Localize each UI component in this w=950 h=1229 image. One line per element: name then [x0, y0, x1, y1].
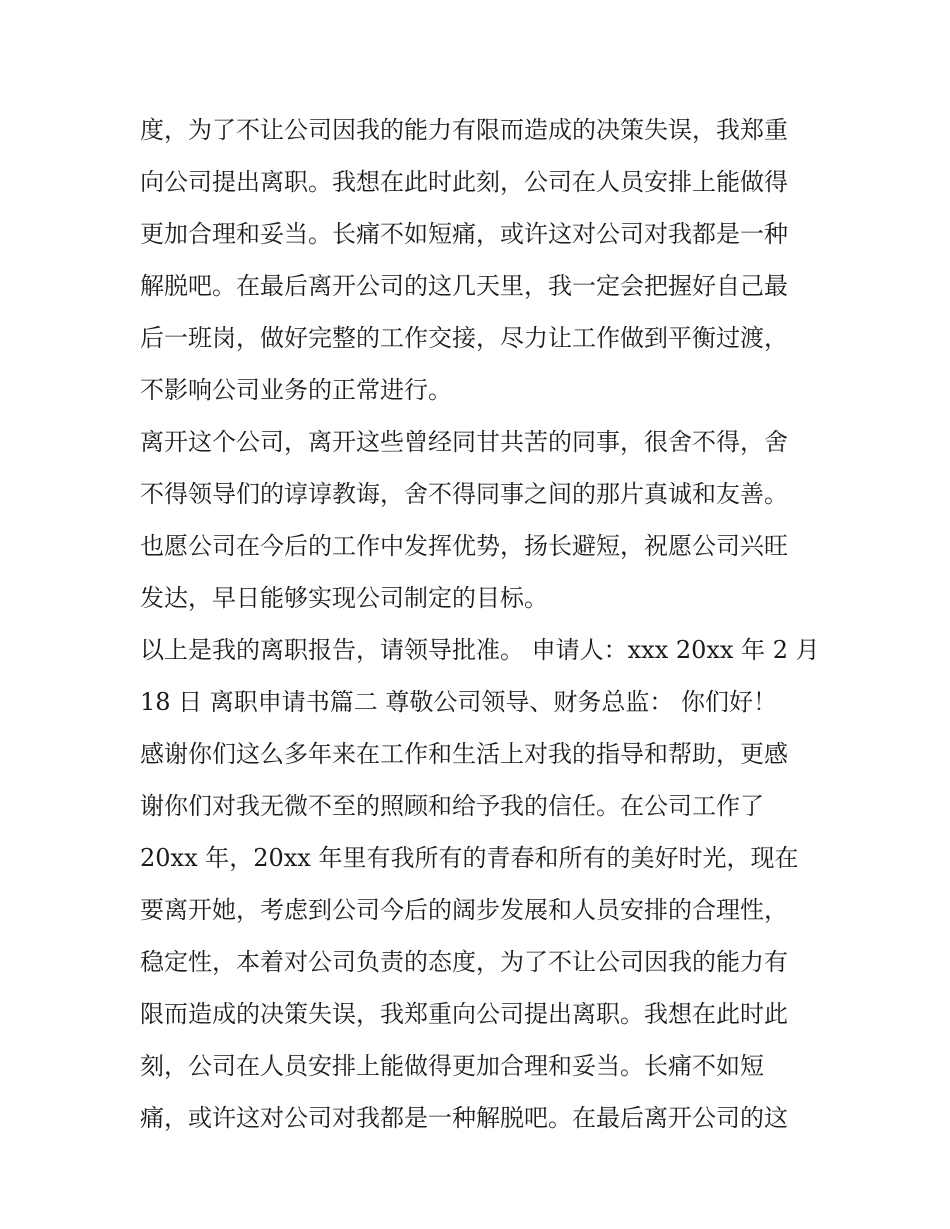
- text-line: 也愿公司在今后的工作中发挥优势，扬长避短，祝愿公司兴旺: [140, 532, 788, 560]
- text-line: 痛，或许这对公司对我都是一种解脱吧。在最后离开公司的这: [140, 1104, 788, 1132]
- text-line: 稳定性，本着对公司负责的态度，为了不让公司因我的能力有: [140, 948, 788, 976]
- text-line: 不影响公司业务的正常进行。: [140, 376, 452, 404]
- letter-body: [140, 104, 820, 1144]
- text-line: 18 日 离职申请书篇二 尊敬公司领导、财务总监： 你们好！: [140, 688, 778, 716]
- text-line: 离开这个公司，离开这些曾经同甘共苦的同事，很舍不得，舍: [140, 428, 788, 456]
- text-line: 向公司提出离职。我想在此时此刻，公司在人员安排上能做得: [140, 168, 788, 196]
- text-line: 谢你们对我无微不至的照顾和给予我的信任。在公司工作了: [140, 792, 764, 820]
- text-line: 后一班岗，做好完整的工作交接，尽力让工作做到平衡过渡，: [140, 324, 788, 352]
- text-line: 解脱吧。在最后离开公司的这几天里，我一定会把握好自己最: [140, 272, 788, 300]
- text-line: 更加合理和妥当。长痛不如短痛，或许这对公司对我都是一种: [140, 220, 788, 248]
- text-line: 感谢你们这么多年来在工作和生活上对我的指导和帮助，更感: [140, 740, 788, 768]
- text-line: 不得领导们的谆谆教诲，舍不得同事之间的那片真诚和友善。: [140, 480, 788, 508]
- text-line: 要离开她，考虑到公司今后的阔步发展和人员安排的合理性，: [140, 896, 788, 924]
- text-line: 刻，公司在人员安排上能做得更加合理和妥当。长痛不如短: [140, 1052, 764, 1080]
- text-line: 以上是我的离职报告，请领导批准。 申请人：xxx 20xx 年 2 月: [140, 636, 820, 664]
- text-line: 20xx 年，20xx 年里有我所有的青春和所有的美好时光，现在: [140, 844, 799, 872]
- text-line: 发达，早日能够实现公司制定的目标。: [140, 584, 548, 612]
- text-line: 限而造成的决策失误，我郑重向公司提出离职。我想在此时此: [140, 1000, 788, 1028]
- text-line: 度，为了不让公司因我的能力有限而造成的决策失误，我郑重: [140, 116, 788, 144]
